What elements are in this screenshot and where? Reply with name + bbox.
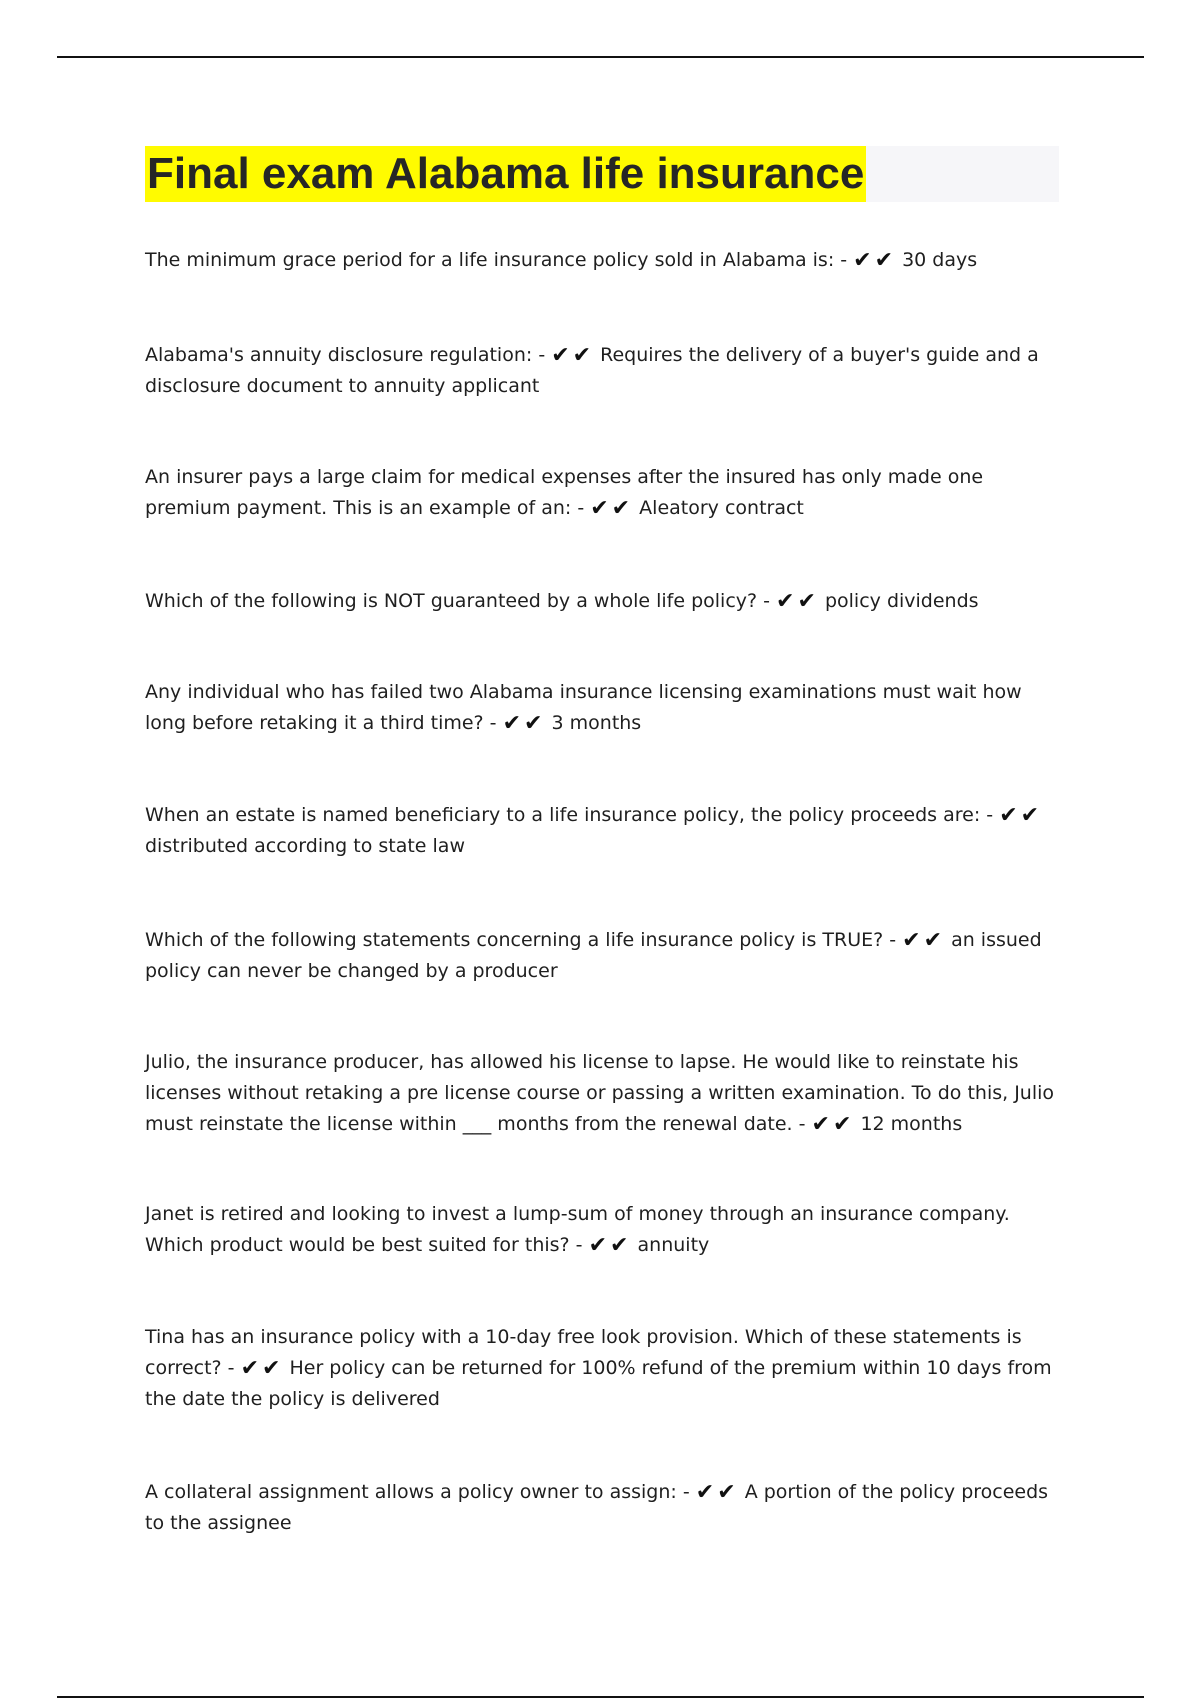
qa-item-8 (145, 1047, 1065, 1140)
question-text: Alabama's annuity disclosure regulation: - (145, 344, 546, 366)
question-text: A collateral assignment allows a policy owner to assign: - (145, 1481, 690, 1503)
double-check-icon: ✔✔ (240, 1356, 284, 1381)
answer-text: distributed according to state law (145, 835, 465, 857)
question-text: The minimum grace period for a life insurance policy sold in Alabama is: - (145, 249, 848, 271)
double-check-icon: ✔✔ (776, 589, 819, 614)
question-text: When an estate is named beneficiary to a life insurance policy, the policy proceeds are: - (145, 804, 994, 826)
bottom-rule (57, 1696, 1144, 1698)
double-check-icon: ✔✔ (502, 711, 546, 736)
question-text: Which of the following is NOT guaranteed by a whole life policy? - (145, 590, 770, 612)
answer-text: Requires the delivery of a buyer's guide and a disclosure document to annuity applicant (145, 344, 1039, 397)
answer-text: policy dividends (824, 590, 979, 612)
question-text: Julio, the insurance producer, has allowed his license to lapse. He would like to reinstate his licenses without retaking a pre license course or passing a written examination. To do this, Julio must reinstate the license within ___ months from the renewal date. - (145, 1051, 1055, 1135)
qa-item-1 (145, 245, 1065, 276)
top-rule (57, 56, 1144, 58)
double-check-icon: ✔✔ (551, 343, 595, 368)
double-check-icon: ✔✔ (588, 1233, 632, 1258)
answer-text: annuity (637, 1234, 710, 1256)
double-check-icon: ✔✔ (811, 1112, 855, 1137)
question-text: Which of the following statements concerning a life insurance policy is TRUE? - (145, 929, 897, 951)
qa-item-3 (145, 462, 1065, 524)
question-text: Tina has an insurance policy with a 10-day free look provision. Which of these statements is correct? - (145, 1326, 1022, 1379)
double-check-icon: ✔✔ (590, 496, 634, 521)
qa-item-10 (145, 1322, 1065, 1415)
qa-item-7 (145, 925, 1065, 987)
answer-text: A portion of the policy proceeds to the assignee (145, 1481, 1049, 1534)
qa-item-2 (145, 340, 1065, 402)
question-text: Any individual who has failed two Alabama insurance licensing examinations must wait how long before retaking it a third time? - (145, 681, 1022, 734)
question-text: Janet is retired and looking to invest a lump-sum of money through an insurance company. Which product would be best suited for this? - (145, 1203, 1010, 1256)
qa-item-4 (145, 586, 1065, 617)
answer-text: Her policy can be returned for 100% refund of the premium within 10 days from the date the policy is delivered (145, 1357, 1052, 1410)
double-check-icon: ✔✔ (902, 928, 946, 953)
qa-item-5 (145, 677, 1065, 739)
answer-text: 12 months (860, 1113, 963, 1135)
qa-item-9 (145, 1199, 1065, 1261)
answer-text: 3 months (551, 712, 642, 734)
double-check-icon: ✔✔ (853, 248, 897, 273)
answer-text: an issued policy can never be changed by a producer (145, 929, 1042, 982)
answer-text: Aleatory contract (639, 497, 804, 519)
qa-item-11 (145, 1477, 1065, 1539)
qa-item-6 (145, 800, 1065, 862)
double-check-icon: ✔✔ (695, 1480, 739, 1505)
page-title: Final exam Alabama life insurance (145, 146, 866, 202)
title-banner (145, 146, 1059, 202)
answer-text: 30 days (902, 249, 978, 271)
double-check-icon: ✔✔ (999, 803, 1043, 828)
question-text: An insurer pays a large claim for medical expenses after the insured has only made one premium payment. This is an example of an: - (145, 466, 984, 519)
